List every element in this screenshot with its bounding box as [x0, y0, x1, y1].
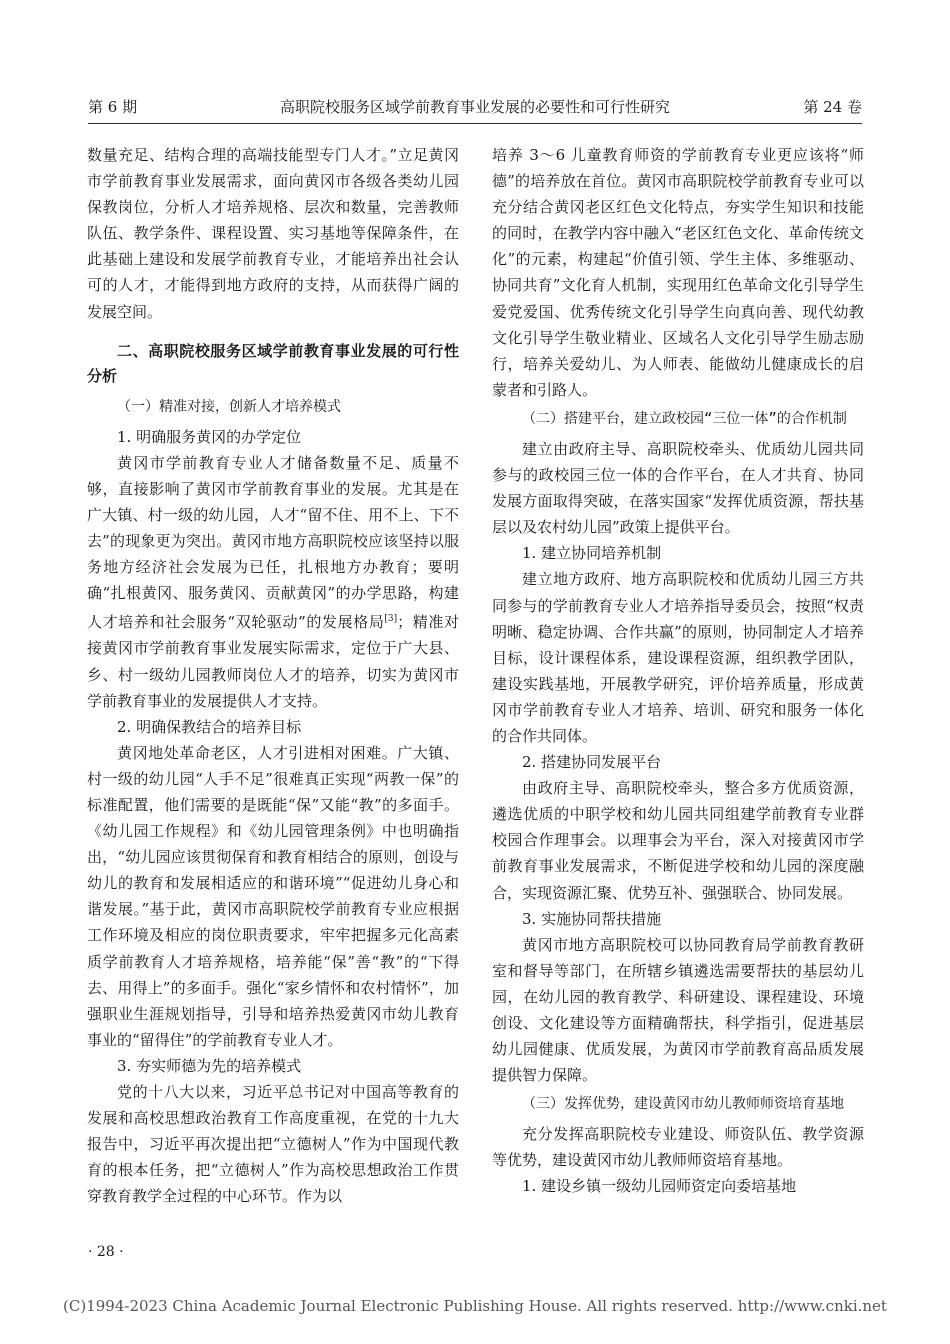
section-heading: 二、高职院校服务区域学前教育事业发展的可行性分析	[87, 341, 459, 385]
subsection-heading: （三）发挥优势，建设黄冈市幼儿教师师资培育基地	[522, 1096, 844, 1113]
paragraph: 由政府主导、高职院校牵头，整合多方优质资源，遴选优质的中职学校和幼儿园共同组建学前教育专业群校园合作理事会。以理事会为平台，深入对接黄冈市学前教育事业发展需求，不断促进学校和幼儿园的深度融合，实现资源汇聚、优势互补、强强联合、协同发展。	[492, 779, 864, 902]
item-heading: 2. 搭建协同发展平台	[522, 753, 662, 772]
item-heading: 2. 明确保教结合的培养目标	[117, 717, 302, 736]
paragraph: 数量充足、结构合理的高端技能型专门人才。”立足黄冈市学前教育事业发展需求，面向黄冈市各级各类幼儿园保教岗位，分析人才培养规格、层次和数量，完善教师队伍、教学条件、课程设置、实习基地等保障条件，在此基础上建设和发展学前教育专业，才能培养出社会认可的人才，才能得到地方政府的支持，从而获得广阔的发展空间。	[87, 146, 459, 321]
citation-ref: [3]	[384, 614, 398, 625]
copyright-footer: (C)1994-2023 China Academic Journal Electronic Publishing House. All rights reserved. http://www.cnki.net	[63, 1297, 887, 1315]
item-heading: 1. 建设乡镇一级幼儿园师资定向委培基地	[522, 1177, 797, 1196]
right-column	[492, 142, 864, 1200]
running-header	[88, 96, 862, 120]
paragraph-text: 黄冈市学前教育专业人才储备数量不足、质量不够，直接影响了黄冈市学前教育事业的发展。尤其是在广大镇、村一级的幼儿园，人才“留不住、用不上、下不去”的现象更为突出。黄冈市地方高职院校应该坚持以服务地方经济社会发展为已任，扎根地方办教育；要明确“扎根黄冈、服务黄冈、贡献黄冈”的办学思路，构建人才培养和社会服务“双轮驱动”的发展格局	[87, 453, 459, 632]
article-title: 高职院校服务区域学前教育事业发展的必要性和可行性研究	[279, 98, 670, 116]
issue-number: 第 6 期	[88, 98, 138, 116]
paragraph: 黄冈地处革命老区，人才引进相对困难。广大镇、村一级的幼儿园“人手不足”很难真正实现“两教一保”的标准配置，他们需要的是既能“保”又能“教”的多面手。《幼儿园工作规程》和《幼儿园管理条例》中也明确指出，“幼儿园应该贯彻保育和教育相结合的原则，创设与幼儿的教育和发展相适应的和谐环境”“促进幼儿身心和谐发展。”基于此，黄冈市高职院校学前教育专业应根据工作环境及相应的岗位职责要求，牢牢把握多元化高素质学前教育人才培养规格，培养能“保”善“教”的“下得去、用得上”的多面手。强化“家乡情怀和农村情怀”，加强职业生涯规划指导，引导和培养热爱黄冈市幼儿教育事业的“留得住”的学前教育专业人才。	[87, 743, 459, 1049]
subsection-heading: （一）精准对接，创新人才培养模式	[117, 398, 341, 415]
paragraph-text: ；精准对接黄冈市学前教育事业发展实际需求，定位于广大县、乡、村一级幼儿园教师岗位人才的培养，切实为黄冈市学前教育事业的发展提供人才支持。	[87, 613, 459, 710]
item-heading: 1. 明确服务黄冈的办学定位	[117, 427, 302, 446]
item-heading: 3. 实施协同帮扶措施	[522, 909, 662, 928]
paragraph: 建立地方政府、地方高职院校和优质幼儿园三方共同参与的学前教育专业人才培养指导委员会，按照“权责明晰、稳定协调、合作共赢”的原则，协同制定人才培养目标，设计课程体系，建设课程资源，组织教学团队，建设实践基地，开展教学研究，评价培养质量，形成黄冈市学前教育专业人才培养、培训、研究和服务一体化的合作共同体。	[492, 570, 864, 745]
paragraph: 培养 3～6 儿童教育师资的学前教育专业更应该将“师德”的培养放在首位。黄冈市高职院校学前教育专业可以充分结合黄冈老区红色文化特点，夯实学生知识和技能的同时，在教学内容中融入“老区红色文化、革命传统文化”的元素，构建起“价值引领、学生主体、多维驱动、协同共育”文化育人机制，实现用红色革命文化引导学生爱党爱国、优秀传统文化引导学生向真向善、现代幼教文化引导学生敬业精业、区域名人文化引导学生励志励行，培养关爱幼儿、为人师表、能做幼儿健康成长的启蒙者和引路人。	[492, 146, 864, 399]
item-heading: 1. 建立协同培养机制	[522, 544, 662, 563]
paragraph: 黄冈市地方高职院校可以协同教育局学前教育教研室和督导等部门，在所辖乡镇遴选需要帮扶的基层幼儿园，在幼儿园的教育教学、科研建设、课程建设、环境创设、文化建设等方面精确帮扶，科学指引，促进基层幼儿园健康、优质发展，为黄冈市学前教育高品质发展提供智力保障。	[492, 935, 864, 1085]
page-number: · 28 ·	[88, 1244, 124, 1260]
paragraph	[87, 450, 459, 714]
paragraph: 充分发挥高职院校专业建设、师资队伍、教学资源等优势，建设黄冈市幼儿教师师资培育基地。	[492, 1125, 864, 1170]
left-column	[87, 142, 459, 1209]
item-heading: 3. 夯实师德为先的培养模式	[117, 1056, 302, 1075]
paragraph: 建立由政府主导、高职院校牵头、优质幼儿园共同参与的政校园三位一体的合作平台，在人才共育、协同发展方面取得突破，在落实国家“发挥优质资源，帮扶基层以及农村幼儿园”政策上提供平台。	[492, 439, 864, 537]
volume-number: 第 24 卷	[803, 98, 862, 116]
header-rule	[88, 123, 862, 124]
subsection-heading: （二）搭建平台，建立政校园“三位一体”的合作机制	[522, 410, 847, 427]
paragraph: 党的十八大以来，习近平总书记对中国高等教育的发展和高校思想政治教育工作高度重视，在党的十九大报告中，习近平再次提出把“立德树人”作为中国现代教育的根本任务，把“立德树人”作为高校思想政治工作贯穿教育教学全过程的中心环节。作为以	[87, 1083, 459, 1206]
